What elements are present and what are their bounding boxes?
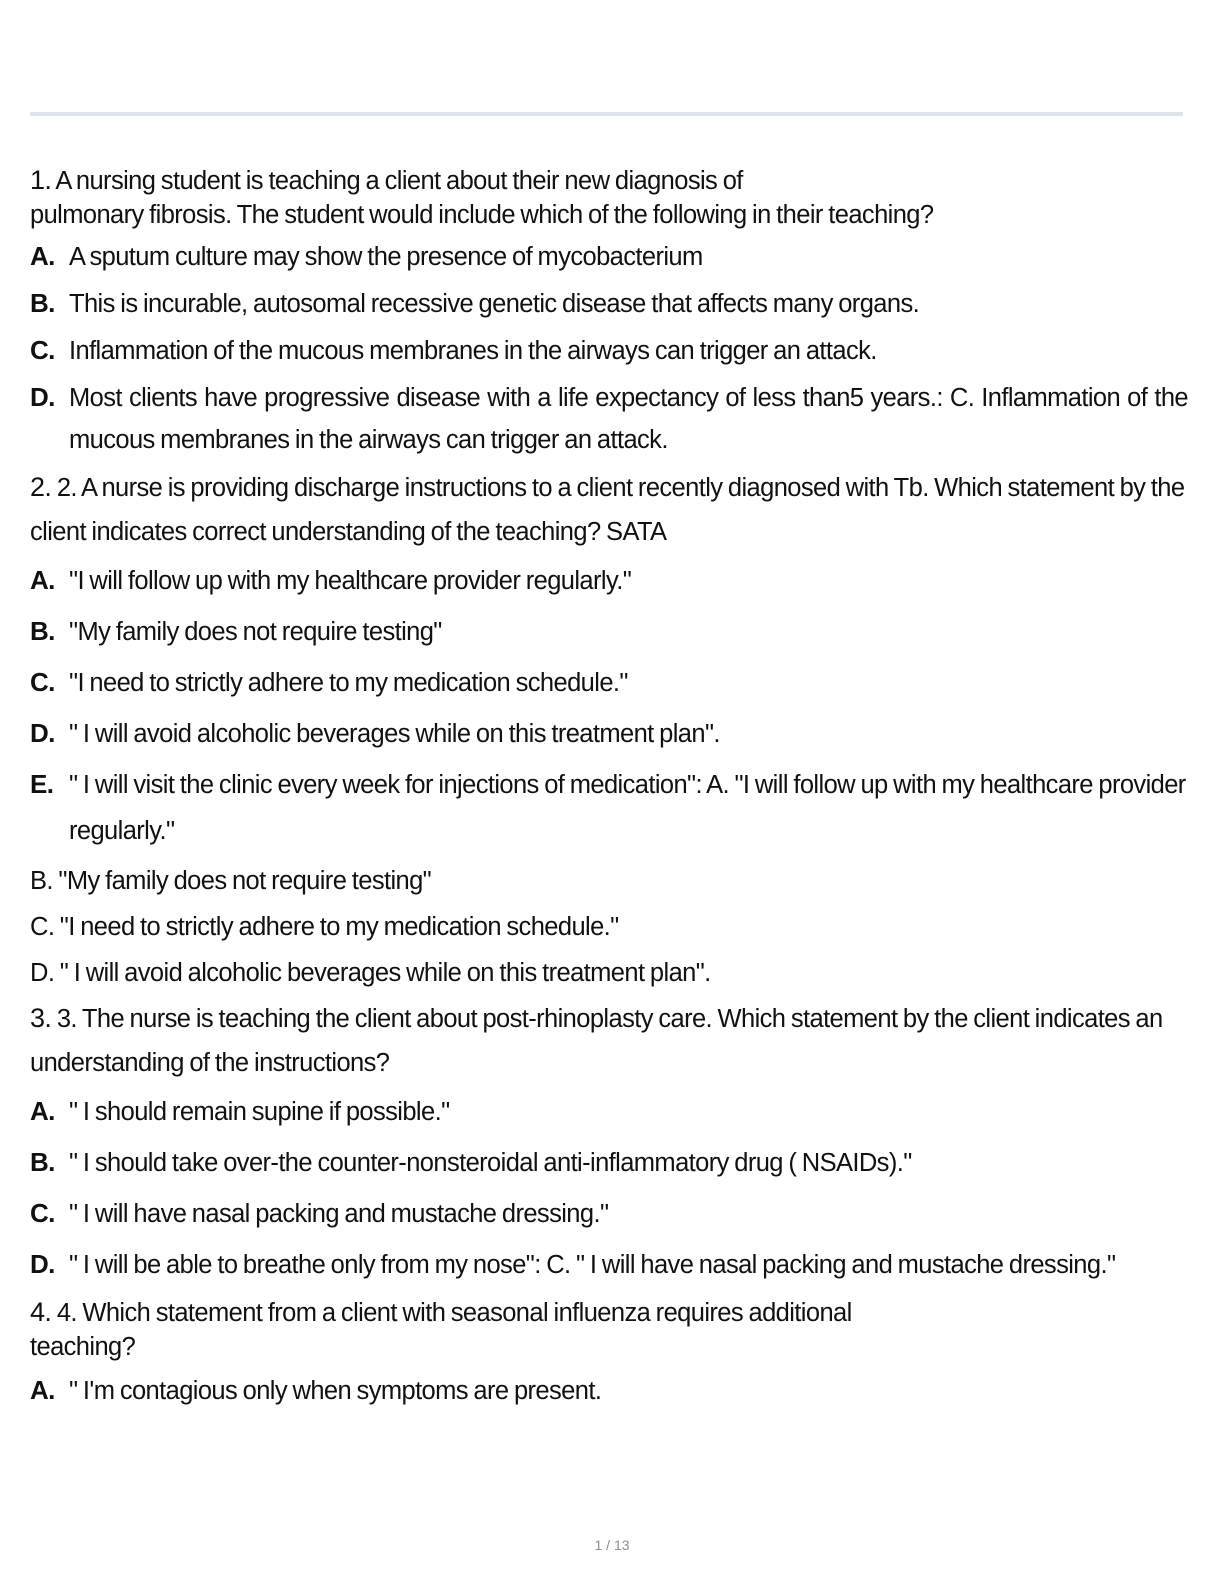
question-3-option-c	[30, 1190, 1188, 1237]
question-number: 1.	[30, 165, 52, 195]
option-letter: A.	[30, 1375, 55, 1405]
option-text: This is incurable, autosomal recessive genetic disease that affects many organs.	[69, 290, 920, 318]
option-letter: C.	[30, 667, 55, 697]
option-letter: B.	[30, 1147, 55, 1177]
option-text: "I need to strictly adhere to my medication schedule."	[69, 669, 628, 697]
option-letter: C.	[30, 1198, 55, 1228]
question-1-stem	[30, 163, 1188, 232]
question-4-option-a	[30, 1367, 1188, 1414]
option-letter: D.	[30, 1249, 55, 1279]
option-text: "I will follow up with my healthcare provider regularly."	[69, 567, 632, 595]
option-letter: A.	[30, 1096, 55, 1126]
question-stem-line: teaching?	[30, 1333, 136, 1361]
question-stem: 3. The nurse is teaching the client about post-rhinoplasty care. Which statement by the client indicates an understanding of the instructions?	[30, 1005, 1163, 1077]
answer-line: C. "I need to strictly adhere to my medication schedule."	[30, 913, 619, 941]
question-number: 4.	[30, 1297, 52, 1327]
option-text: " I should take over-the counter-nonsteroidal anti-inflammatory drug ( NSAIDs)."	[69, 1149, 912, 1177]
option-letter: B.	[30, 616, 55, 646]
option-text: " I'm contagious only when symptoms are present.	[69, 1377, 602, 1405]
option-text: " I will have nasal packing and mustache dressing."	[69, 1200, 609, 1228]
option-text: " I should remain supine if possible."	[69, 1098, 450, 1126]
question-2-option-d	[30, 710, 1188, 757]
answer-line: D. " I will avoid alcoholic beverages while on this treatment plan".	[30, 959, 711, 987]
question-3-stem	[30, 996, 1188, 1085]
option-text: " I will be able to breathe only from my nose": C. " I will have nasal packing and mustache dressing."	[69, 1251, 1116, 1279]
question-3-option-a	[30, 1088, 1188, 1135]
question-3-option-d	[30, 1241, 1188, 1289]
option-letter: B.	[30, 288, 55, 318]
question-1-option-d	[30, 376, 1188, 461]
question-2-option-e	[30, 761, 1188, 854]
question-1-option-b	[30, 282, 1188, 325]
page-number: 1 / 13	[594, 1537, 630, 1553]
option-letter: D.	[30, 382, 55, 412]
question-1-option-c	[30, 329, 1188, 372]
option-letter: D.	[30, 718, 55, 748]
question-1-option-a	[30, 235, 1188, 278]
option-text: A sputum culture may show the presence of mycobacterium	[69, 243, 703, 271]
question-stem-line: A nursing student is teaching a client about their new diagnosis of	[55, 167, 743, 195]
option-letter: A.	[30, 241, 55, 271]
header-divider	[30, 112, 1183, 116]
question-stem-line: pulmonary fibrosis. The student would include which of the following in their teaching?	[30, 201, 934, 229]
option-text: " I will visit the clinic every week for injections of medication": A. "I will follow up with my healthcare provider regularly."	[69, 771, 1186, 845]
option-text: Most clients have progressive disease with a life expectancy of less than5 years.: C. Inflammation of the mucous membranes in the airways can trigger an attack.	[69, 384, 1188, 454]
question-2-option-b	[30, 608, 1188, 655]
option-text: "My family does not require testing"	[69, 618, 442, 646]
question-3-option-b	[30, 1139, 1188, 1186]
question-4-stem	[30, 1295, 1188, 1364]
option-letter: A.	[30, 565, 55, 595]
document-body	[30, 163, 1188, 1418]
option-text: " I will avoid alcoholic beverages while on this treatment plan".	[69, 720, 720, 748]
question-2-stem	[30, 465, 1188, 554]
question-stem-line: 4. Which statement from a client with seasonal influenza requires additional	[56, 1299, 852, 1327]
option-text: Inflammation of the mucous membranes in the airways can trigger an attack.	[69, 337, 877, 365]
question-2-option-c	[30, 659, 1188, 706]
question-stem: 2. A nurse is providing discharge instructions to a client recently diagnosed with Tb. Which statement by the client indicates correct understanding of the teaching? SATA	[30, 474, 1185, 546]
answer-line: B. "My family does not require testing"	[30, 867, 432, 895]
question-2-option-a	[30, 557, 1188, 604]
option-letter: C.	[30, 335, 55, 365]
option-letter: E.	[30, 769, 54, 799]
question-number: 2.	[30, 472, 52, 502]
question-number: 3.	[30, 1003, 52, 1033]
